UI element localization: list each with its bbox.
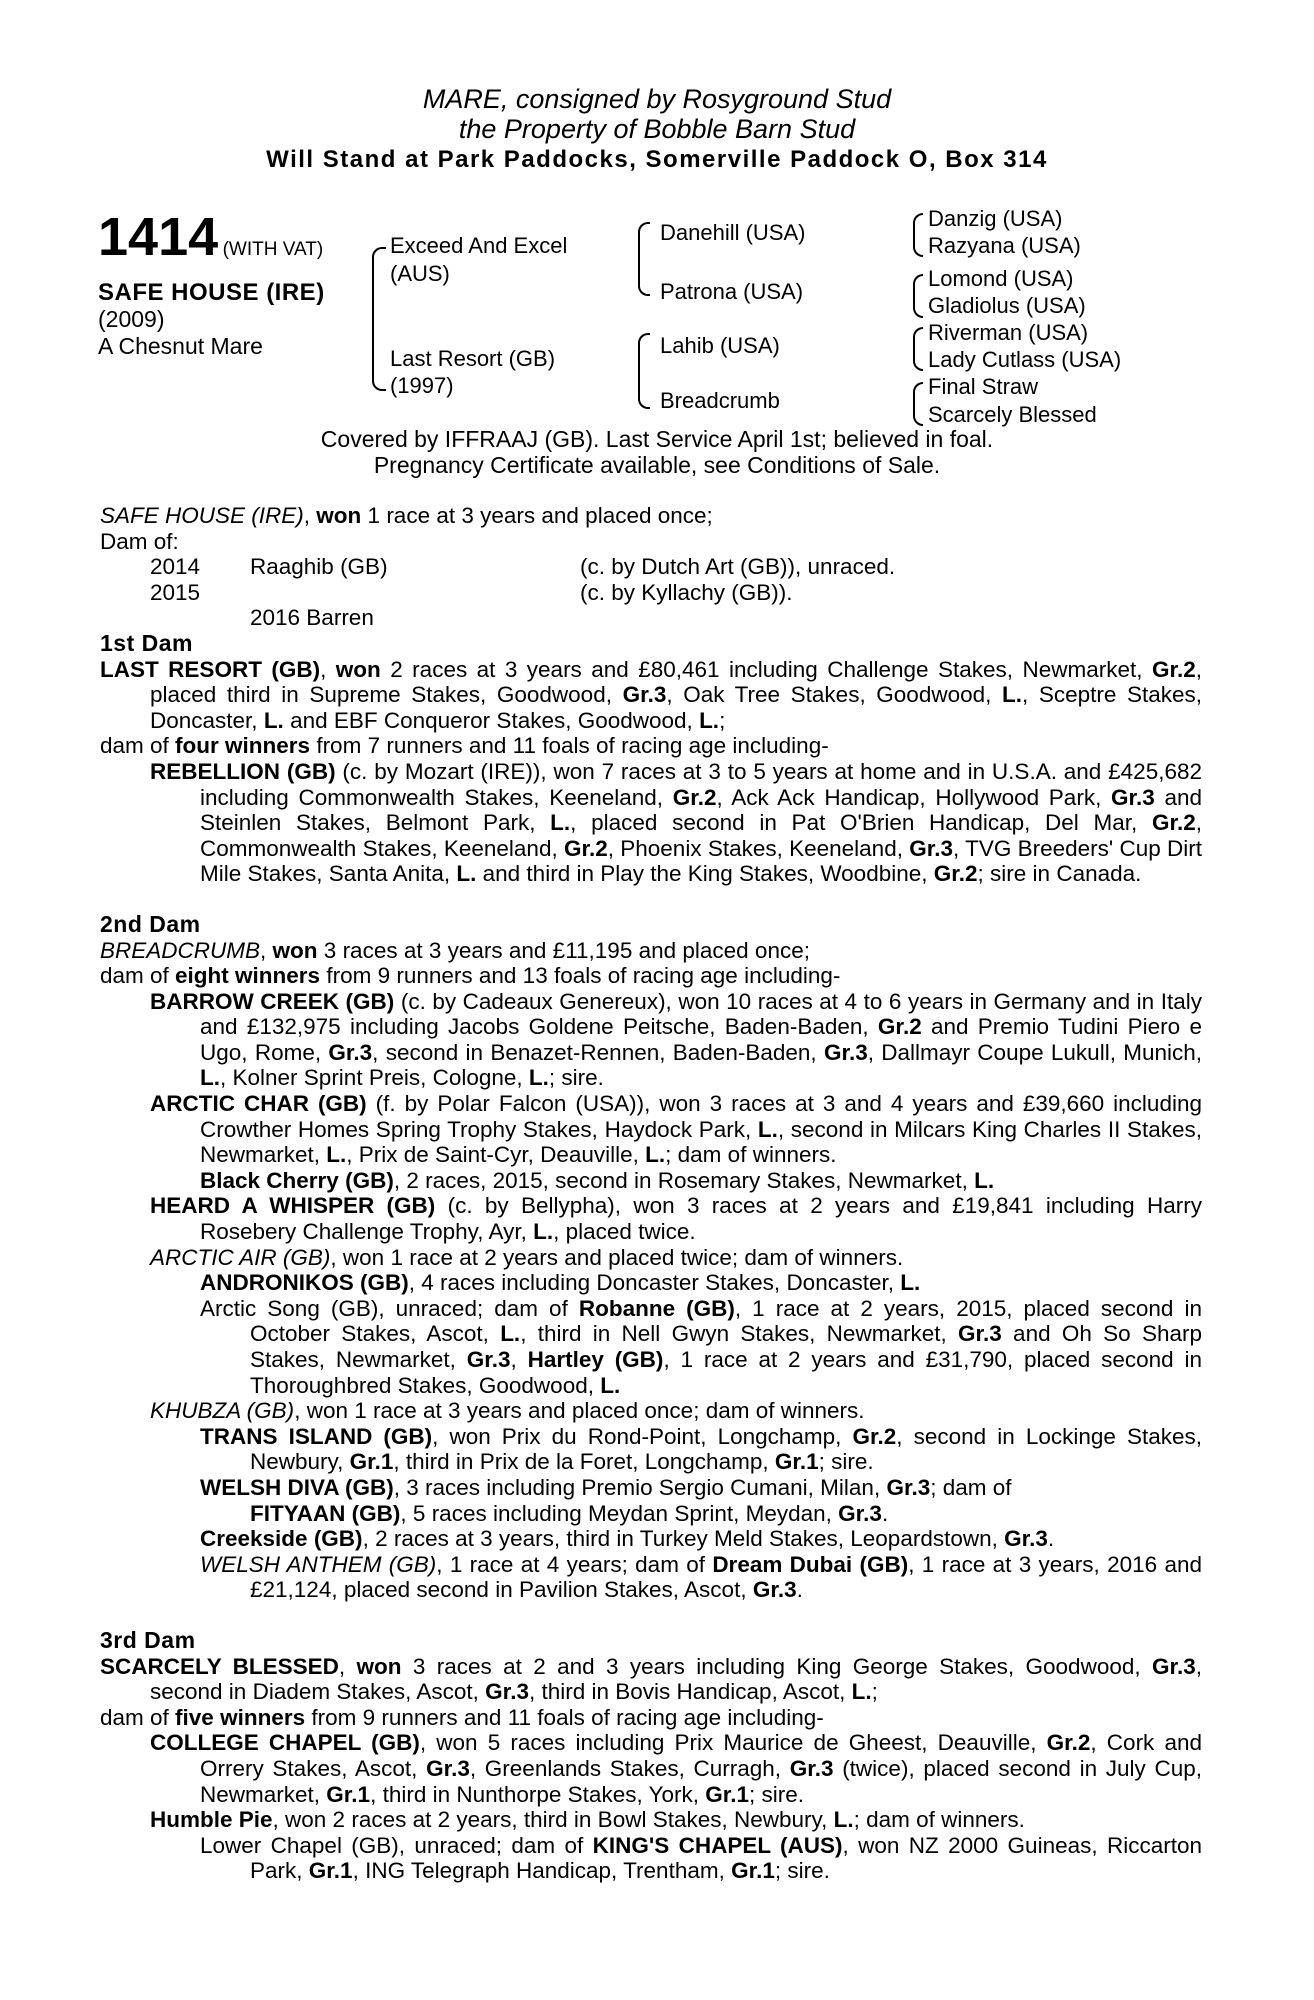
produce-row: 2014 Raaghib (GB) (c. by Dutch Art (GB)), unraced.: [150, 554, 896, 580]
pedigree-brace: [638, 222, 650, 296]
pedigree-dam-dam: Breadcrumb: [660, 388, 780, 413]
pedigree-dsd: Lady Cutlass (USA): [928, 347, 1122, 372]
pregnancy-line: Pregnancy Certificate available, see Conditions of Sale.: [373, 452, 941, 478]
pedigree-dam-sire: Lahib (USA): [660, 333, 780, 358]
pedigree-dam: Last Resort (GB): [390, 346, 556, 371]
covered-line: Covered by IFFRAAJ (GB). Last Service April 1st; believed in foal.: [320, 426, 994, 452]
horse-year: (2009): [98, 306, 165, 332]
won-label: won: [316, 503, 362, 528]
property-line: the Property of Bobble Barn Stud: [458, 114, 856, 144]
third-dam-produce: dam of five winners from 9 runners and 11 foals of racing age including-: [100, 1704, 824, 1730]
first-dam-heading: 1st Dam: [100, 629, 193, 656]
produce-row: 2015 (c. by Kyllachy (GB)).: [150, 579, 793, 605]
foal-arctic-song: Arctic Song (GB), unraced; dam of Robanne (GB), 1 race at 2 years, 2015, placed second in October Stakes, Ascot, L., third in Nell Gwyn Stakes, Newmarket, Gr.3 and Oh So Sharp Stakes, Newmarket, Gr.3, Hartley (GB), 1 race at 2 years and £31,790, placed second in Thoroughbred Stakes, Goodwood, L.: [200, 1295, 1203, 1398]
foal-trans-island: TRANS ISLAND (GB), won Prix du Rond-Point, Longchamp, Gr.2, second in Lockinge Stakes, Newbury, Gr.1, third in Prix de la Foret, Longchamp, Gr.1; sire.: [200, 1423, 1202, 1475]
pedigree-sire-country: (AUS): [390, 261, 450, 286]
second-dam-record: BREADCRUMB, won 3 races at 3 years and £11,195 and placed once;: [100, 937, 810, 963]
foal-black-cherry: Black Cherry (GB), 2 races, 2015, second in Rosemary Stakes, Newmarket, L.: [200, 1167, 995, 1193]
vat-note: (WITH VAT): [222, 239, 324, 260]
dam-of-label: Dam of:: [100, 528, 179, 554]
first-dam-produce: dam of four winners from 7 runners and 11 foals of racing age including-: [100, 733, 829, 759]
produce-barren: 2016 Barren: [250, 605, 374, 631]
lot-heading: [98, 207, 324, 267]
foal-college-chapel: COLLEGE CHAPEL (GB), won 5 races including Prix Maurice de Gheest, Deauville, Gr.2, Cork and Orrery Stakes, Ascot, Gr.3, Greenlands Stakes, Curragh, Gr.3 (twice), placed second in July Cup, Newmarket, Gr.1, third in Nunthorpe Stakes, York, Gr.1; sire.: [150, 1730, 1202, 1807]
second-dam-heading: 2nd Dam: [100, 910, 201, 937]
pedigree-brace: [913, 213, 923, 257]
pedigree-dam-year: (1997): [390, 373, 454, 398]
foal-creekside: Creekside (GB), 2 races at 3 years, third in Turkey Meld Stakes, Leopardstown, Gr.3.: [200, 1526, 1055, 1552]
horse-description: A Chesnut Mare: [98, 333, 263, 359]
foal-heard-a-whisper: HEARD A WHISPER (GB) (c. by Bellypha), won 3 races at 2 years and £19,841 including Harry Rosebery Challenge Trophy, Ayr, L., placed twice.: [150, 1193, 1202, 1245]
pedigree-dds: Final Straw: [928, 374, 1039, 399]
pedigree-brace: [913, 274, 923, 318]
third-dam-record: SCARCELY BLESSED, won 3 races at 2 and 3 years including King George Stakes, Goodwood, Gr.3, second in Diadem Stakes, Ascot, Gr.3, third in Bovis Handicap, Ascot, L.;: [100, 1653, 1203, 1705]
horse-name: SAFE HOUSE (IRE): [98, 279, 325, 306]
pedigree-sds: Lomond (USA): [928, 266, 1074, 291]
pedigree-ssd: Razyana (USA): [928, 233, 1081, 258]
pedigree-sss: Danzig (USA): [928, 206, 1063, 231]
foal-welsh-anthem: WELSH ANTHEM (GB), 1 race at 4 years; dam of Dream Dubai (GB), 1 race at 3 years, 2016 and £21,124, placed second in Pavilion Stakes, Ascot, Gr.3.: [200, 1551, 1202, 1603]
third-dam-heading: 3rd Dam: [100, 1626, 196, 1653]
pedigree-ddd: Scarcely Blessed: [928, 402, 1097, 427]
foal-arctic-air: ARCTIC AIR (GB), won 1 race at 2 years and placed twice; dam of winners.: [150, 1244, 904, 1270]
pedigree-dss: Riverman (USA): [928, 320, 1089, 345]
foal-khubza: KHUBZA (GB), won 1 race at 3 years and placed once; dam of winners.: [150, 1398, 865, 1424]
stabling-line: Will Stand at Park Paddocks, Somerville Paddock O, Box 314: [266, 146, 1048, 173]
produce-intro: SAFE HOUSE (IRE), won 1 race at 3 years and placed once;: [100, 503, 713, 528]
pedigree-brace: [913, 327, 923, 371]
first-dam-foal-rebellion: REBELLION (GB) (c. by Mozart (IRE)), won 7 races at 3 to 5 years at home and in U.S.A. and £425,682 including Commonwealth Stakes, Keeneland, Gr.2, Ack Ack Handicap, Hollywood Park, Gr.3 and Steinlen Stakes, Belmont Park, L., placed second in Pat O'Brien Handicap, Del Mar, Gr.2, Commonwealth Stakes, Keeneland, Gr.2, Phoenix Stakes, Keeneland, Gr.3, TVG Breeders' Cup Dirt Mile Stakes, Santa Anita, L. and third in Play the King Stakes, Woodbine, Gr.2; sire in Canada.: [150, 758, 1202, 887]
foal-lower-chapel: Lower Chapel (GB), unraced; dam of KING'S CHAPEL (AUS), won NZ 2000 Guineas, Riccarton Park, Gr.1, ING Telegraph Handicap, Trentham, Gr.1; sire.: [200, 1832, 1203, 1884]
lot-number: 1414: [98, 207, 219, 267]
pedigree-brace: [372, 247, 386, 391]
mare-name: SAFE HOUSE (IRE): [100, 503, 304, 528]
second-dam-produce: dam of eight winners from 9 runners and 13 foals of racing age including-: [100, 963, 841, 989]
foal-fityaan: FITYAAN (GB), 5 races including Meydan Sprint, Meydan, Gr.3.: [250, 1500, 889, 1526]
pedigree-sdd: Gladiolus (USA): [928, 293, 1086, 318]
pedigree-brace: [913, 382, 923, 426]
pedigree-sire: Exceed And Excel: [390, 233, 568, 258]
first-dam-record: LAST RESORT (GB), won 2 races at 3 years and £80,461 including Challenge Stakes, Newmarket, Gr.2, placed third in Supreme Stakes, Goodwood, Gr.3, Oak Tree Stakes, Goodwood, L., Sceptre Stakes, Doncaster, L. and EBF Conqueror Stakes, Goodwood, L.;: [100, 656, 1202, 733]
foal-barrow-creek: BARROW CREEK (GB) (c. by Cadeaux Genereux), won 10 races at 4 to 6 years in Germany and in Italy and £132,975 including Jacobs Goldene Peitsche, Baden-Baden, Gr.2 and Premio Tudini Piero e Ugo, Rome, Gr.3, second in Benazet-Rennen, Baden-Baden, Gr.3, Dallmayr Coupe Lukull, Munich, L., Kolner Sprint Preis, Cologne, L.; sire.: [150, 988, 1203, 1091]
pedigree-sire-dam: Patrona (USA): [660, 279, 804, 304]
pedigree-sire-sire: Danehill (USA): [660, 220, 806, 245]
foal-andronikos: ANDRONIKOS (GB), 4 races including Doncaster Stakes, Doncaster, L.: [200, 1270, 921, 1296]
foal-humble-pie: Humble Pie, won 2 races at 2 years, third in Bowl Stakes, Newbury, L.; dam of winners.: [150, 1807, 1025, 1833]
catalogue-body: [100, 503, 1202, 1884]
consignor-line: MARE, consigned by Rosyground Stud: [422, 84, 892, 114]
pedigree-brace: [638, 333, 650, 409]
foal-arctic-char: ARCTIC CHAR (GB) (f. by Polar Falcon (USA)), won 3 races at 3 and 4 years and £39,660 including Crowther Homes Spring Trophy Stakes, Haydock Park, L., second in Milcars King Charles II Stakes, Newmarket, L., Prix de Saint-Cyr, Deauville, L.; dam of winners.: [150, 1091, 1202, 1168]
foal-welsh-diva: WELSH DIVA (GB), 3 races including Premio Sergio Cumani, Milan, Gr.3; dam of: [200, 1474, 1012, 1500]
